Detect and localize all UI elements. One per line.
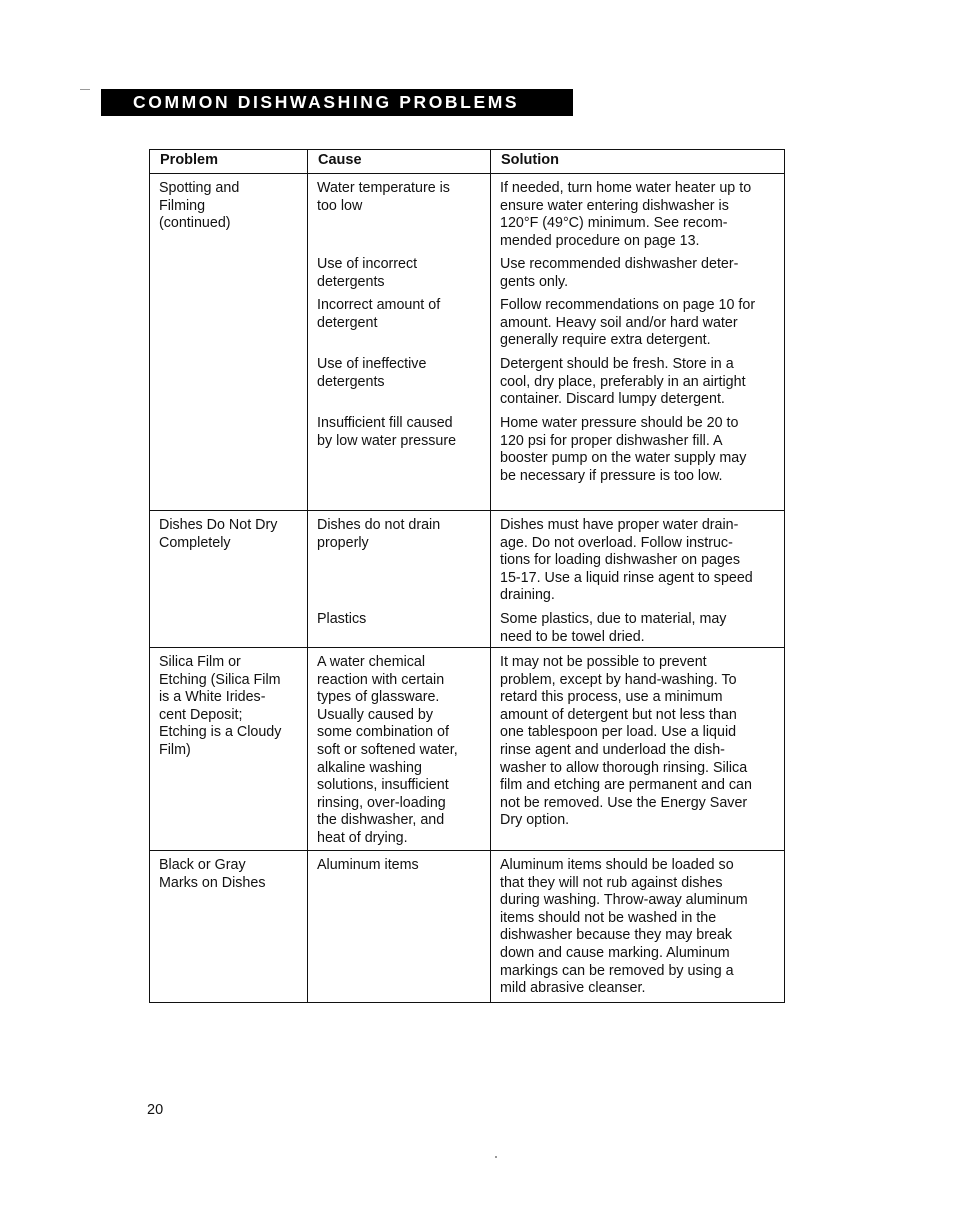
cause-cell xyxy=(308,174,491,511)
solution-text: It may not be possible to prevent problem, except by hand-washing. To retard this process, use a minimum amount of detergent but not less than one tablespoon per load. Use a liquid rinse agent and underload the dish- washer to allow thorough rinsing. Silica film and etching are permanent and can not be removed. Use the Energy Saver Dry option. xyxy=(500,654,752,829)
page-number: 20 xyxy=(147,1102,164,1118)
cause-text: Aluminum items xyxy=(317,857,419,873)
margin-mark xyxy=(80,89,90,90)
table-row xyxy=(150,174,785,511)
cause-text: Plastics xyxy=(317,611,367,627)
problem-cell xyxy=(150,851,308,1003)
solution-text: Use recommended dishwasher deter- gents only. xyxy=(500,256,739,290)
solution-cell xyxy=(491,851,785,1003)
cause-cell xyxy=(308,648,491,851)
table-row xyxy=(150,851,785,1003)
header-cause: Cause xyxy=(308,150,491,174)
table-row xyxy=(150,648,785,851)
solution-cell xyxy=(491,174,785,511)
cause-text: Use of incorrect detergents xyxy=(317,256,418,290)
section-banner: COMMON DISHWASHING PROBLEMS xyxy=(101,89,573,116)
problem-cell xyxy=(150,511,308,648)
cause-cell xyxy=(308,511,491,648)
cause-text: Insufficient fill caused by low water pressure xyxy=(317,415,457,449)
header-problem: Problem xyxy=(150,150,308,174)
solution-text: Some plastics, due to material, may need to be towel dried. xyxy=(500,611,727,645)
table-header-row xyxy=(150,150,785,174)
solution-text: Detergent should be fresh. Store in a cool, dry place, preferably in an airtight container. Discard lumpy detergent. xyxy=(500,356,746,408)
solution-text: Dishes must have proper water drain- age. Do not overload. Follow instruc- tions for loading dishwasher on pages 15-17. Use a liquid rinse agent to speed draining. xyxy=(500,517,753,604)
problems-table xyxy=(149,149,785,1003)
problem-cell xyxy=(150,648,308,851)
cause-text: Use of ineffective detergents xyxy=(317,356,427,390)
cause-cell xyxy=(308,851,491,1003)
header-solution: Solution xyxy=(491,150,785,174)
cause-text: A water chemical reaction with certain types of glassware. Usually caused by some combination of soft or softened water, alkaline washing solutions, insufficient rinsing, over-loading the dishwasher, and heat of drying. xyxy=(317,654,458,846)
problem-cell xyxy=(150,174,308,511)
cause-text: Water temperature is too low xyxy=(317,180,450,214)
scan-speck xyxy=(495,1156,497,1158)
solution-text: Home water pressure should be 20 to 120 psi for proper dishwasher fill. A booster pump on the water supply may be necessary if pressure is too low. xyxy=(500,415,747,484)
solution-text: Aluminum items should be loaded so that they will not rub against dishes during washing. Throw-away aluminum items should not be washed in the dishwasher because they may break down and cause marking. Aluminum markings can be removed by using a mild abrasive cleanser. xyxy=(500,857,748,997)
table-row xyxy=(150,511,785,648)
solution-text: If needed, turn home water heater up to ensure water entering dishwasher is 120°F (49°C) minimum. See recom- mended procedure on page 13. xyxy=(500,180,752,249)
problem-text: Dishes Do Not Dry Completely xyxy=(159,517,278,551)
solution-text: Follow recommendations on page 10 for amount. Heavy soil and/or hard water generally require extra detergent. xyxy=(500,297,756,349)
problem-text: Black or Gray Marks on Dishes xyxy=(159,857,266,891)
problem-text: Spotting and Filming (continued) xyxy=(159,180,240,232)
solution-cell xyxy=(491,648,785,851)
cause-text: Dishes do not drain properly xyxy=(317,517,441,551)
solution-cell xyxy=(491,511,785,648)
cause-text: Incorrect amount of detergent xyxy=(317,297,441,331)
problem-text: Silica Film or Etching (Silica Film is a White Irides- cent Deposit; Etching is a Cloudy Film) xyxy=(159,654,282,758)
